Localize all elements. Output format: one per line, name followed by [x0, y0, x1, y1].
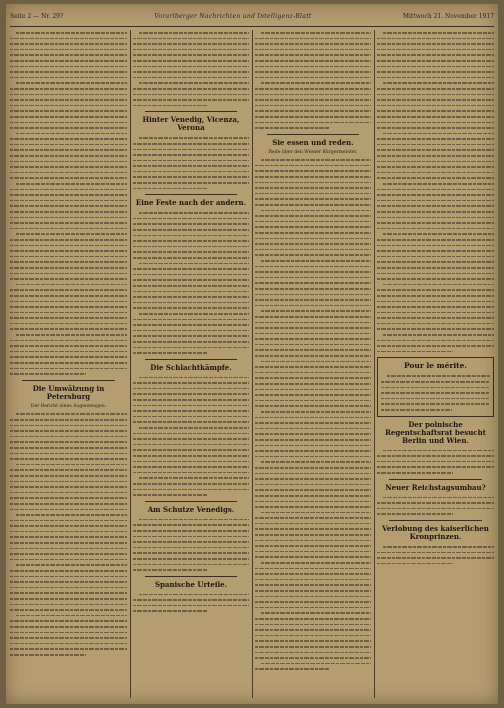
article-headline: Die Umwälzung in Petersburg: [32, 383, 105, 401]
article-text: [377, 495, 494, 517]
article-text: [377, 544, 494, 566]
divider: [145, 111, 237, 112]
article-text: [255, 157, 371, 672]
text-line: [377, 470, 494, 476]
article-text: [377, 448, 494, 476]
article-text: [133, 517, 249, 573]
article-subhead: Der Bericht eines Augenzeugen.: [30, 403, 107, 409]
column-1: [10, 30, 127, 700]
article-text: [133, 375, 249, 498]
divider: [267, 134, 359, 135]
text-line: [10, 371, 127, 377]
text-line: [255, 125, 371, 131]
divider: [145, 359, 237, 360]
column-rule: [374, 30, 375, 698]
divider: [145, 576, 237, 577]
article-headline: Spanische Urteile.: [154, 579, 228, 589]
text-line: [133, 492, 249, 498]
article-text: [133, 592, 249, 614]
text-line: [133, 350, 249, 356]
article-text: [133, 30, 249, 108]
divider: [145, 194, 237, 195]
text-line: [10, 652, 127, 658]
article-headline: Hinter Venedig, Vicenza, Verona: [142, 115, 240, 133]
column-3: [255, 30, 371, 700]
column-rule: [130, 30, 131, 698]
text-line: [133, 103, 249, 109]
article-text: [10, 30, 127, 377]
divider: [389, 479, 482, 480]
column-2: [133, 30, 249, 700]
article-headline: Die Schlachtkämpfe.: [150, 362, 232, 372]
article-subhead: Rede über den Wiener Bürgermeister.: [268, 149, 358, 155]
newspaper-page: [6, 4, 498, 704]
article-headline: Am Schutze Venedigs.: [147, 504, 235, 514]
column-rule: [252, 30, 253, 698]
masthead: [10, 6, 494, 27]
text-line: [255, 666, 371, 672]
text-line: [377, 561, 494, 567]
article-text: [133, 135, 249, 191]
article-text: [255, 30, 371, 131]
article-text: [10, 411, 127, 657]
article-headline: Der polnische Regentschaftsrat besucht Berlin und Wien.: [385, 419, 486, 445]
divider: [389, 520, 482, 521]
page-number: Seite 2 — Nr. 29?: [10, 12, 64, 20]
article-text: [377, 30, 494, 354]
text-line: [133, 567, 249, 573]
boxed-notice: [377, 357, 494, 416]
text-line: [133, 186, 249, 192]
text-line: [377, 511, 494, 517]
divider: [22, 380, 115, 381]
text-line: [377, 349, 494, 355]
article-headline: Neuer Reichstagsumbau?: [385, 482, 486, 492]
article-headline: Sie essen und reden.: [272, 137, 354, 147]
article-text: [133, 210, 249, 355]
newspaper-title: Vorarlberger Nachrichten und Intelligenz-Blatt: [154, 12, 312, 20]
article-headline: Verlobung des kaiserlichen Kronprinzen.: [382, 523, 489, 541]
article-headline: Eine Feste nach der andern.: [135, 198, 247, 208]
article-headline: Pour le mérite.: [403, 361, 468, 371]
article-text: [381, 373, 490, 412]
column-4: [377, 30, 494, 700]
divider: [145, 501, 237, 502]
issue-date: Mittwoch 21. November 1917: [402, 12, 494, 20]
text-line: [381, 407, 490, 413]
text-line: [133, 608, 249, 614]
